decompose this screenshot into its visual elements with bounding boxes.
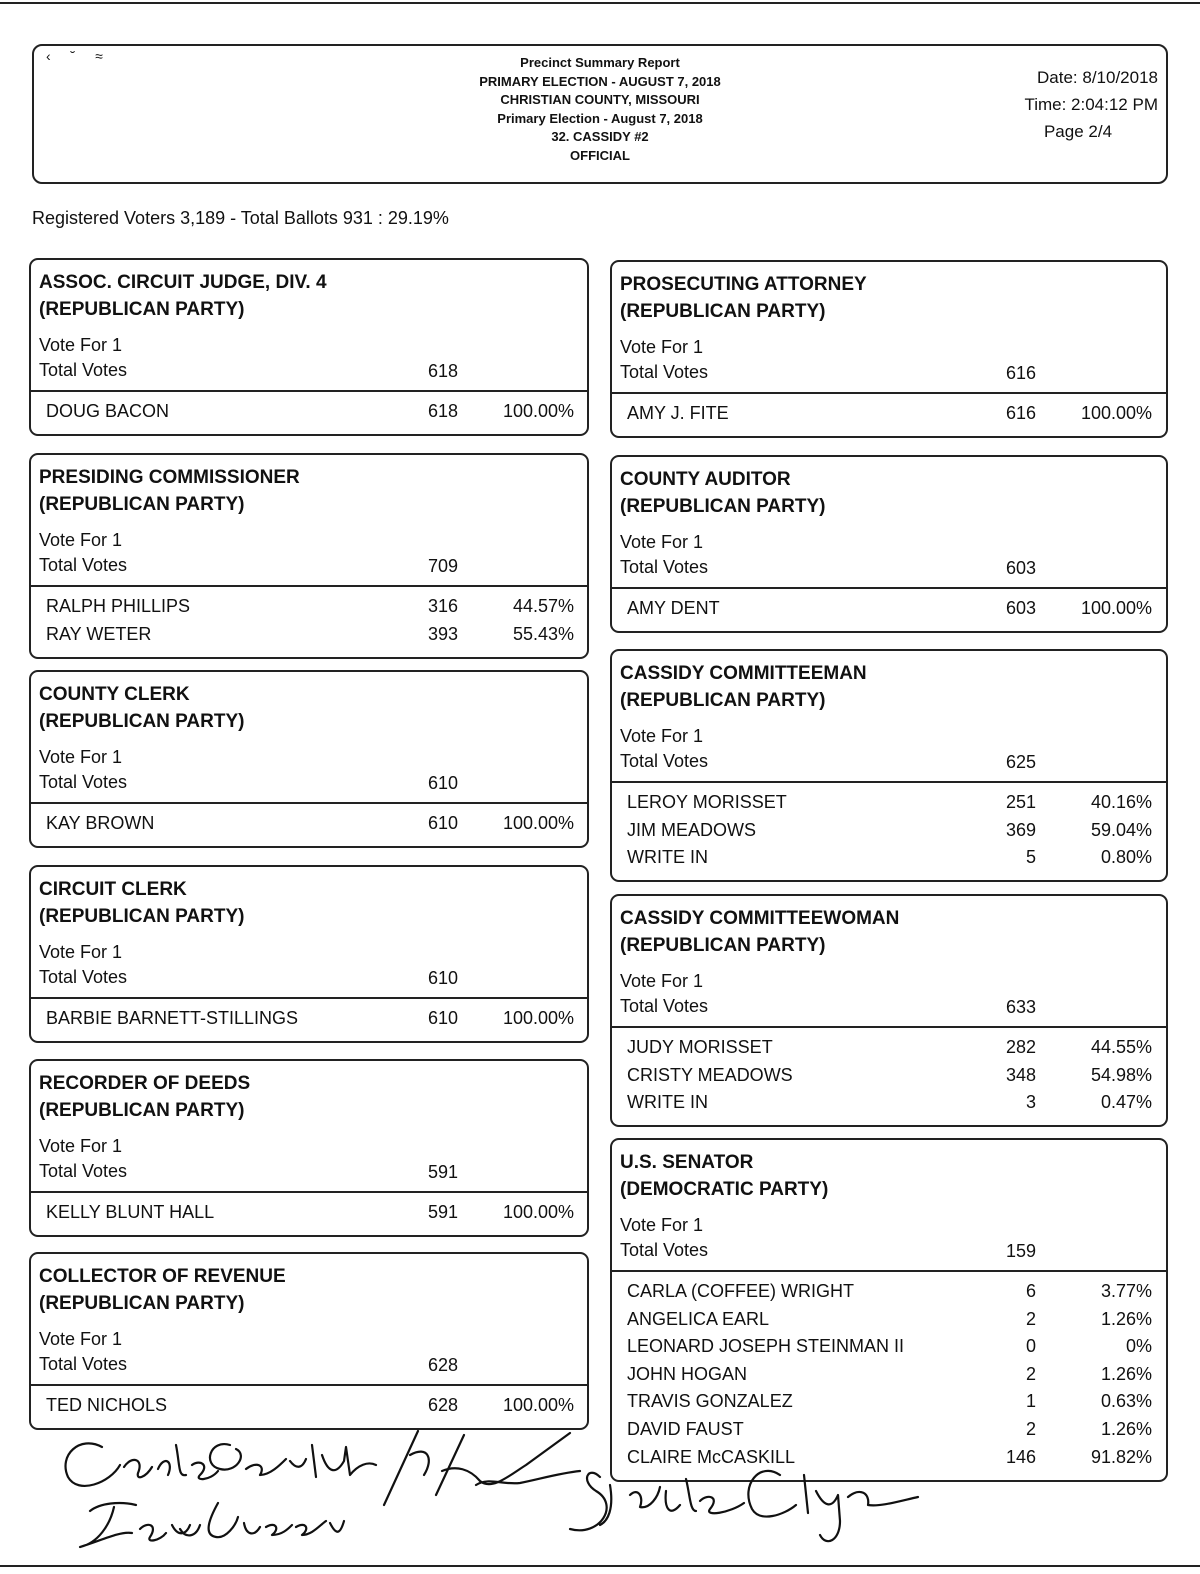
total-votes-value: 709 bbox=[427, 556, 458, 576]
report-title: Precinct Summary Report bbox=[520, 55, 680, 70]
race-divider bbox=[610, 392, 1168, 394]
candidate-votes: 591 bbox=[427, 1202, 458, 1222]
office-name: PROSECUTING ATTORNEY bbox=[620, 274, 867, 295]
candidate-votes: 282 bbox=[1005, 1037, 1036, 1057]
candidate-votes: 2 bbox=[1025, 1364, 1036, 1384]
candidate-percent: 100.00% bbox=[1080, 598, 1152, 618]
candidate-row bbox=[612, 1281, 1166, 1308]
signature-4 bbox=[570, 1471, 918, 1541]
candidate-votes: 610 bbox=[427, 1008, 458, 1028]
candidate-name: LEROY MORISSET bbox=[627, 792, 787, 812]
candidate-name: JOHN HOGAN bbox=[627, 1364, 748, 1384]
race-box bbox=[29, 670, 589, 848]
candidate-votes: 603 bbox=[1005, 598, 1036, 618]
race-title bbox=[39, 269, 327, 323]
total-votes-value: 159 bbox=[1005, 1241, 1036, 1261]
candidate-name: JIM MEADOWS bbox=[627, 820, 756, 840]
race-divider bbox=[29, 1384, 589, 1386]
report-time: Time: 2:04:12 PM bbox=[1024, 95, 1158, 114]
race-divider bbox=[610, 781, 1168, 783]
office-name: CASSIDY COMMITTEEMAN bbox=[620, 663, 867, 684]
vote-for-label: Vote For 1 bbox=[620, 532, 704, 552]
bottom-edge-line bbox=[0, 1565, 1200, 1567]
candidate-row bbox=[31, 401, 587, 428]
county-name: CHRISTIAN COUNTY, MISSOURI bbox=[500, 92, 700, 107]
candidate-name: TRAVIS GONZALEZ bbox=[627, 1391, 793, 1411]
report-header bbox=[32, 44, 1168, 184]
total-votes-label: Total Votes bbox=[39, 772, 128, 792]
total-votes-label: Total Votes bbox=[39, 967, 128, 987]
office-name: PRESIDING COMMISSIONER bbox=[39, 467, 300, 488]
candidate-percent: 0.63% bbox=[1100, 1391, 1152, 1411]
candidate-name: CLAIRE McCASKILL bbox=[627, 1447, 796, 1467]
total-votes-value: 610 bbox=[427, 773, 458, 793]
race-box bbox=[29, 1252, 589, 1430]
race-divider bbox=[610, 1026, 1168, 1028]
candidate-row bbox=[612, 1309, 1166, 1336]
race-divider bbox=[610, 587, 1168, 589]
candidate-row bbox=[612, 1092, 1166, 1119]
precinct-name: 32. CASSIDY #2 bbox=[551, 129, 649, 144]
candidate-name: AMY DENT bbox=[627, 598, 720, 618]
office-name: COUNTY CLERK bbox=[39, 684, 190, 705]
candidate-percent: 100.00% bbox=[502, 1395, 574, 1415]
candidate-row bbox=[612, 1037, 1166, 1064]
office-name: CIRCUIT CLERK bbox=[39, 879, 187, 900]
total-votes-label: Total Votes bbox=[39, 1354, 128, 1374]
candidate-percent: 40.16% bbox=[1090, 792, 1152, 812]
candidate-percent: 44.55% bbox=[1090, 1037, 1152, 1057]
race-title bbox=[39, 464, 300, 518]
candidate-votes: 251 bbox=[1005, 792, 1036, 812]
candidate-votes: 6 bbox=[1025, 1281, 1036, 1301]
candidate-votes: 616 bbox=[1005, 403, 1036, 423]
total-votes-label: Total Votes bbox=[39, 555, 128, 575]
race-divider bbox=[29, 585, 589, 587]
vote-for-label: Vote For 1 bbox=[620, 337, 704, 357]
office-name: COLLECTOR OF REVENUE bbox=[39, 1266, 286, 1287]
header-stray-marks: ‹ ˘ ≈ bbox=[46, 48, 111, 64]
vote-for-label: Vote For 1 bbox=[39, 747, 123, 767]
candidate-votes: 348 bbox=[1005, 1065, 1036, 1085]
report-meta bbox=[958, 64, 1158, 145]
total-votes-value: 603 bbox=[1005, 558, 1036, 578]
vote-for-label: Vote For 1 bbox=[39, 1329, 123, 1349]
candidate-percent: 0% bbox=[1125, 1336, 1152, 1356]
candidate-row bbox=[612, 792, 1166, 819]
candidate-percent: 1.26% bbox=[1100, 1364, 1152, 1384]
candidate-row bbox=[31, 813, 587, 840]
candidate-row bbox=[31, 1202, 587, 1229]
candidate-row bbox=[612, 1336, 1166, 1363]
race-title bbox=[39, 681, 244, 735]
office-name: COUNTY AUDITOR bbox=[620, 469, 791, 490]
candidate-percent: 100.00% bbox=[502, 401, 574, 421]
candidate-votes: 1 bbox=[1025, 1391, 1036, 1411]
signature-2 bbox=[80, 1503, 344, 1547]
candidate-percent: 1.26% bbox=[1100, 1419, 1152, 1439]
candidate-name: BARBIE BARNETT-STILLINGS bbox=[46, 1008, 299, 1028]
office-name: CASSIDY COMMITTEEWOMAN bbox=[620, 908, 900, 929]
total-votes-value: 628 bbox=[427, 1355, 458, 1375]
candidate-name: DOUG BACON bbox=[46, 401, 170, 421]
candidate-votes: 2 bbox=[1025, 1419, 1036, 1439]
candidate-name: WRITE IN bbox=[627, 847, 708, 867]
race-title bbox=[620, 466, 825, 520]
official-label: OFFICIAL bbox=[570, 147, 630, 163]
candidate-votes: 316 bbox=[427, 596, 458, 616]
candidate-name: KELLY BLUNT HALL bbox=[46, 1202, 215, 1222]
total-votes-label: Total Votes bbox=[620, 1240, 709, 1260]
race-box bbox=[29, 453, 589, 659]
vote-for-label: Vote For 1 bbox=[620, 971, 704, 991]
candidate-percent: 0.80% bbox=[1100, 847, 1152, 867]
candidate-name: JUDY MORISSET bbox=[627, 1037, 773, 1057]
candidate-name: RALPH PHILLIPS bbox=[46, 596, 191, 616]
total-votes-value: 625 bbox=[1005, 752, 1036, 772]
race-divider bbox=[29, 997, 589, 999]
candidate-name: WRITE IN bbox=[627, 1092, 708, 1112]
candidate-votes: 5 bbox=[1025, 847, 1036, 867]
candidate-percent: 55.43% bbox=[512, 624, 574, 644]
candidate-percent: 100.00% bbox=[1080, 403, 1152, 423]
candidate-name: RAY WETER bbox=[46, 624, 152, 644]
race-box bbox=[610, 894, 1168, 1127]
turnout-summary: Registered Voters 3,189 - Total Ballots 931 : 29.19% bbox=[32, 208, 449, 228]
candidate-percent: 54.98% bbox=[1090, 1065, 1152, 1085]
report-date: Date: 8/10/2018 bbox=[1037, 68, 1158, 87]
race-title bbox=[620, 905, 899, 959]
candidate-votes: 628 bbox=[427, 1395, 458, 1415]
party-name: (DEMOCRATIC PARTY) bbox=[620, 1179, 829, 1200]
total-votes-label: Total Votes bbox=[620, 362, 709, 382]
candidate-name: ANGELICA EARL bbox=[627, 1309, 770, 1329]
race-box bbox=[29, 258, 589, 436]
candidate-percent: 1.26% bbox=[1100, 1309, 1152, 1329]
candidate-name: KAY BROWN bbox=[46, 813, 155, 833]
handwritten-signatures bbox=[40, 1425, 920, 1565]
candidate-row bbox=[31, 596, 587, 623]
party-name: (REPUBLICAN PARTY) bbox=[620, 496, 826, 517]
race-box bbox=[610, 455, 1168, 633]
candidate-row bbox=[612, 403, 1166, 430]
candidate-votes: 3 bbox=[1025, 1092, 1036, 1112]
vote-for-label: Vote For 1 bbox=[620, 726, 704, 746]
candidate-name: CRISTY MEADOWS bbox=[627, 1065, 793, 1085]
candidate-name: CARLA (COFFEE) WRIGHT bbox=[627, 1281, 855, 1301]
party-name: (REPUBLICAN PARTY) bbox=[620, 301, 826, 322]
election-subtitle: Primary Election - August 7, 2018 bbox=[497, 110, 703, 126]
candidate-row bbox=[612, 820, 1166, 847]
race-box bbox=[29, 1059, 589, 1237]
candidate-row bbox=[612, 1364, 1166, 1391]
total-votes-value: 618 bbox=[427, 361, 458, 381]
candidate-name: LEONARD JOSEPH STEINMAN II bbox=[627, 1336, 905, 1356]
party-name: (REPUBLICAN PARTY) bbox=[39, 494, 245, 515]
candidate-row bbox=[31, 1395, 587, 1422]
candidate-votes: 618 bbox=[427, 401, 458, 421]
party-name: (REPUBLICAN PARTY) bbox=[39, 906, 245, 927]
candidate-percent: 3.77% bbox=[1100, 1281, 1152, 1301]
total-votes-label: Total Votes bbox=[620, 751, 709, 771]
party-name: (REPUBLICAN PARTY) bbox=[39, 299, 245, 320]
party-name: (REPUBLICAN PARTY) bbox=[39, 1100, 245, 1121]
candidate-votes: 369 bbox=[1005, 820, 1036, 840]
candidate-row bbox=[612, 598, 1166, 625]
candidate-percent: 59.04% bbox=[1090, 820, 1152, 840]
vote-for-label: Vote For 1 bbox=[39, 942, 123, 962]
party-name: (REPUBLICAN PARTY) bbox=[39, 711, 245, 732]
race-divider bbox=[610, 1270, 1168, 1272]
signature-1 bbox=[66, 1443, 376, 1486]
vote-for-label: Vote For 1 bbox=[620, 1215, 704, 1235]
race-divider bbox=[29, 390, 589, 392]
party-name: (REPUBLICAN PARTY) bbox=[620, 690, 826, 711]
vote-for-label: Vote For 1 bbox=[39, 335, 123, 355]
vote-for-label: Vote For 1 bbox=[39, 1136, 123, 1156]
candidate-name: DAVID FAUST bbox=[627, 1419, 744, 1439]
total-votes-label: Total Votes bbox=[39, 360, 128, 380]
race-box bbox=[29, 865, 589, 1043]
signature-3 bbox=[384, 1431, 580, 1505]
office-name: U.S. SENATOR bbox=[620, 1152, 754, 1173]
race-title bbox=[620, 660, 867, 714]
candidate-votes: 393 bbox=[427, 624, 458, 644]
candidate-row bbox=[612, 1391, 1166, 1418]
total-votes-value: 610 bbox=[427, 968, 458, 988]
candidate-percent: 91.82% bbox=[1090, 1447, 1152, 1467]
candidate-votes: 610 bbox=[427, 813, 458, 833]
vote-for-label: Vote For 1 bbox=[39, 530, 123, 550]
candidate-name: AMY J. FITE bbox=[627, 403, 729, 423]
candidate-row bbox=[612, 1065, 1166, 1092]
candidate-percent: 44.57% bbox=[512, 596, 574, 616]
total-votes-label: Total Votes bbox=[39, 1161, 128, 1181]
candidate-row bbox=[612, 847, 1166, 874]
candidate-percent: 0.47% bbox=[1100, 1092, 1152, 1112]
candidate-percent: 100.00% bbox=[502, 1008, 574, 1028]
candidate-percent: 100.00% bbox=[502, 813, 574, 833]
candidate-row bbox=[31, 1008, 587, 1035]
race-title bbox=[39, 1070, 250, 1124]
total-votes-label: Total Votes bbox=[620, 996, 709, 1016]
race-divider bbox=[29, 802, 589, 804]
election-name: PRIMARY ELECTION - AUGUST 7, 2018 bbox=[479, 73, 721, 89]
office-name: RECORDER OF DEEDS bbox=[39, 1073, 251, 1094]
race-title bbox=[620, 271, 867, 325]
office-name: ASSOC. CIRCUIT JUDGE, DIV. 4 bbox=[39, 272, 327, 293]
race-title bbox=[39, 876, 244, 930]
candidate-votes: 146 bbox=[1005, 1447, 1036, 1467]
party-name: (REPUBLICAN PARTY) bbox=[39, 1293, 245, 1314]
total-votes-value: 591 bbox=[427, 1162, 458, 1182]
page-number: Page 2/4 bbox=[1043, 122, 1113, 141]
party-name: (REPUBLICAN PARTY) bbox=[620, 935, 826, 956]
candidate-percent: 100.00% bbox=[502, 1202, 574, 1222]
race-box bbox=[610, 260, 1168, 438]
total-votes-value: 633 bbox=[1005, 997, 1036, 1017]
race-title bbox=[620, 1149, 828, 1203]
candidate-name: TED NICHOLS bbox=[46, 1395, 168, 1415]
race-box bbox=[610, 649, 1168, 882]
total-votes-label: Total Votes bbox=[620, 557, 709, 577]
candidate-votes: 0 bbox=[1025, 1336, 1036, 1356]
race-divider bbox=[29, 1191, 589, 1193]
total-votes-value: 616 bbox=[1005, 363, 1036, 383]
candidate-row bbox=[31, 624, 587, 651]
race-title bbox=[39, 1263, 286, 1317]
top-edge-line bbox=[0, 2, 1200, 4]
candidate-votes: 2 bbox=[1025, 1309, 1036, 1329]
